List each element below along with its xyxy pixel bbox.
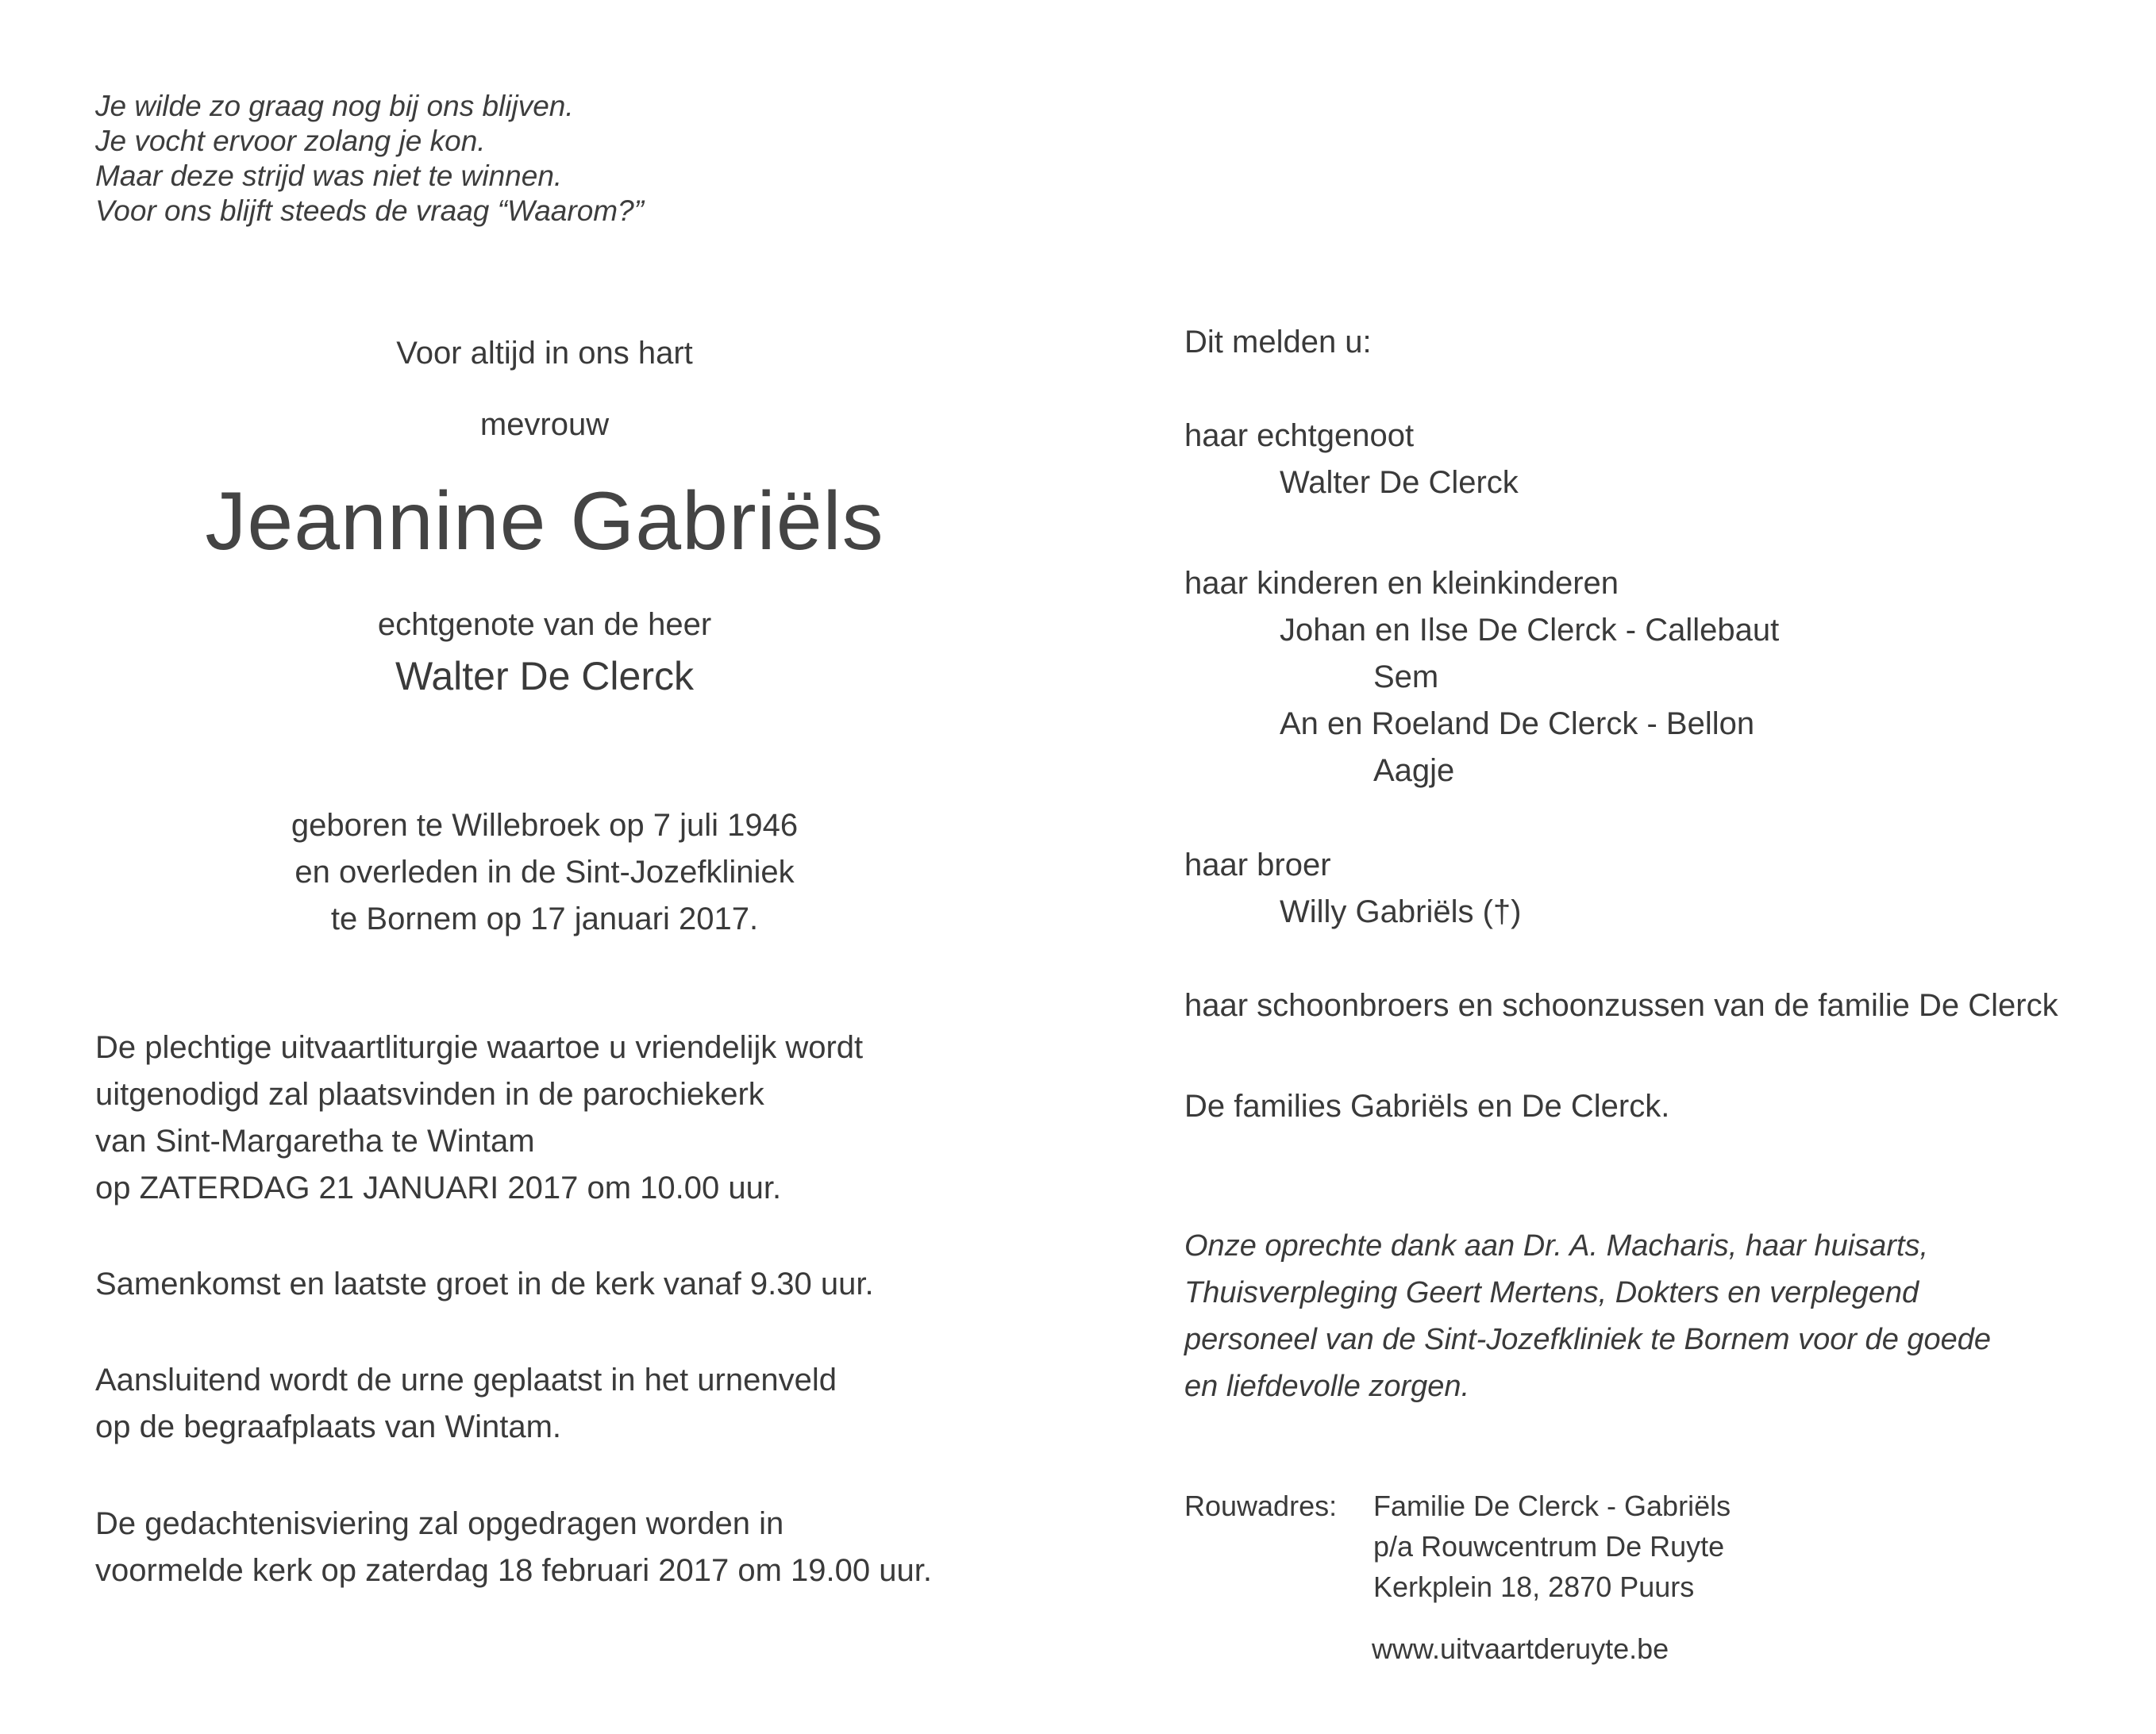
poem-line: Voor ons blijft steeds de vraag “Waarom?”	[95, 194, 644, 227]
birth-line: geboren te Willebroek op 7 juli 1946	[291, 808, 799, 843]
relative-name: Johan en Ilse De Clerck - Callebaut	[1280, 613, 1780, 648]
address-line: p/a Rouwcentrum De Ruyte	[1373, 1530, 1725, 1563]
relation-label: haar kinderen en kleinkinderen	[1184, 566, 1619, 601]
memorial-line: De gedachtenisviering zal opgedragen worden in	[95, 1506, 784, 1541]
funeral-line: op ZATERDAG 21 JANUARI 2017 om 10.00 uur.	[95, 1171, 782, 1205]
website-link[interactable]: www.uitvaartderuyte.be	[1372, 1632, 1669, 1665]
urn-line: Aansluitend wordt de urne geplaatst in het urnenveld	[95, 1363, 837, 1398]
birth-line: en overleden in de Sint-Jozefkliniek	[295, 855, 795, 890]
spouse-name: Walter De Clerck	[395, 654, 694, 698]
honorific: mevrouw	[479, 407, 610, 442]
poem-line: Maar deze strijd was niet te winnen.	[95, 160, 563, 192]
forever-text: Voor altijd in ons hart	[396, 336, 693, 371]
thanks-line: en liefdevolle zorgen.	[1184, 1370, 1470, 1403]
thanks-line: Thuisverpleging Geert Mertens, Dokters en verplegend	[1184, 1276, 1919, 1309]
thanks-line: personeel van de Sint-Jozefkliniek te Bornem voor de goede	[1184, 1323, 1992, 1356]
announcement-intro: Dit melden u:	[1184, 325, 1372, 359]
spouse-intro: echtgenote van de heer	[377, 607, 712, 642]
funeral-line: van Sint-Margaretha te Wintam	[95, 1124, 535, 1159]
relation-label: haar broer	[1184, 848, 1331, 882]
address-label: Rouwadres:	[1184, 1490, 1338, 1522]
address-line: Kerkplein 18, 2870 Puurs	[1373, 1571, 1695, 1603]
poem-line: Je vocht ervoor zolang je kon.	[95, 125, 486, 157]
funeral-line: uitgenodigd zal plaatsvinden in de parochiekerk	[95, 1077, 764, 1112]
funeral-line: De plechtige uitvaartliturgie waartoe u vriendelijk wordt	[95, 1030, 864, 1065]
birth-line: te Bornem op 17 januari 2017.	[330, 902, 759, 936]
relation-label: haar schoonbroers en schoonzussen van de familie De Clerck	[1184, 988, 2058, 1023]
relation-label: haar echtgenoot	[1184, 418, 1415, 453]
gathering-text: Samenkomst en laatste groet in de kerk vanaf 9.30 uur.	[95, 1267, 874, 1301]
poem-line: Je wilde zo graag nog bij ons blijven.	[95, 90, 574, 122]
deceased-name: Jeannine Gabriëls	[205, 475, 884, 567]
urn-line: op de begraafplaats van Wintam.	[95, 1409, 562, 1444]
relative-name: Aagje	[1373, 753, 1455, 788]
relative-name: Willy Gabriëls (†)	[1280, 894, 1522, 929]
relative-name: Sem	[1373, 659, 1439, 694]
address-line: Familie De Clerck - Gabriëls	[1373, 1490, 1731, 1522]
memorial-line: voormelde kerk op zaterdag 18 februari 2017 om 19.00 uur.	[95, 1553, 932, 1588]
relative-name: An en Roeland De Clerck - Bellon	[1280, 706, 1755, 741]
families-text: De families Gabriëls en De Clerck.	[1184, 1089, 1670, 1124]
relative-name: Walter De Clerck	[1280, 465, 1519, 500]
thanks-line: Onze oprechte dank aan Dr. A. Macharis, haar huisarts,	[1184, 1229, 1929, 1263]
